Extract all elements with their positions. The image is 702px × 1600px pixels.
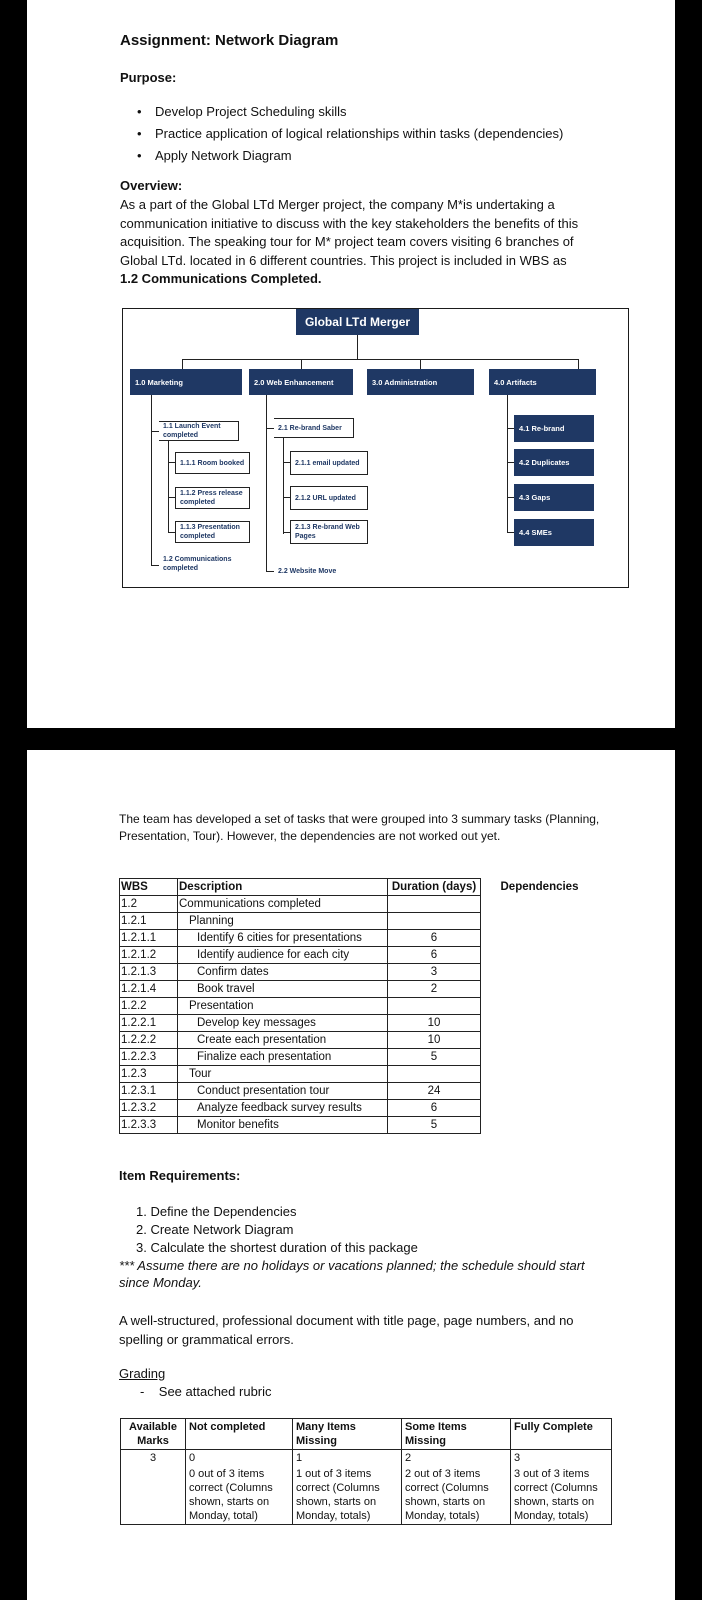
cell-wbs: 1.2.3.3 (120, 1117, 178, 1134)
cell-wbs: 1.2.1.1 (120, 930, 178, 947)
cell-duration: 6 (388, 930, 481, 947)
cell-duration (388, 913, 481, 930)
list-item: 1. Define the Dependencies (136, 1204, 297, 1219)
table-row (120, 930, 599, 947)
chart-root: Global LTd Merger (296, 309, 419, 335)
rubric-cell: 2 (402, 1450, 511, 1467)
wbs-org-chart (122, 308, 629, 588)
cell-wbs: 1.2.3.2 (120, 1100, 178, 1117)
table-row (120, 981, 599, 998)
chart-web-2-1-2: 2.1.2 URL updated (290, 486, 368, 510)
overview-paragraph: As a part of the Global LTd Merger project, the company M*is undertaking a communication initiative to discuss with the key stakeholders the benefits of this acquisition. The speaking tour for M* project team covers visiting 6 branches of Global LTd. located in 6 different countries. This project is included in WBS as 1.2 Communications Completed. (120, 196, 630, 289)
cell-dependencies (481, 896, 599, 913)
cell-wbs: 1.2.3 (120, 1066, 178, 1083)
requirements-list (136, 1203, 418, 1257)
cell-dependencies (481, 947, 599, 964)
cell-duration: 6 (388, 947, 481, 964)
intro-paragraph: The team has developed a set of tasks that were grouped into 3 summary tasks (Planning, Presentation, Tour). However, the dependencies are not worked out yet. (119, 812, 600, 843)
table-header-row (120, 879, 599, 896)
chart-web: 2.0 Web Enhancement (249, 369, 353, 395)
rubric-desc-row (121, 1466, 612, 1525)
rubric-cell: 3 (121, 1450, 186, 1525)
chart-web-2-1: 2.1 Re-brand Saber (274, 418, 354, 438)
table-row (120, 913, 599, 930)
cell-dependencies (481, 1117, 599, 1134)
bullet-icon: • (137, 126, 142, 141)
rubric-cell: 3 out of 3 items correct (Columns shown, starts on Monday, totals) (511, 1466, 612, 1525)
assumption-note: *** Assume there are no holidays or vacations planned; the schedule should start since Monday. (119, 1258, 585, 1290)
rubric-header-row (121, 1419, 612, 1450)
cell-description: Finalize each presentation (178, 1049, 388, 1066)
cell-dependencies (481, 1066, 599, 1083)
cell-wbs: 1.2 (120, 896, 178, 913)
cell-dependencies (481, 913, 599, 930)
cell-description: Confirm dates (178, 964, 388, 981)
requirements-label: Item Requirements: (119, 1168, 241, 1183)
chart-artifacts-4-2: 4.2 Duplicates (514, 449, 594, 476)
grading-item: - See attached rubric (140, 1384, 272, 1399)
purpose-label: Purpose: (120, 70, 177, 85)
rubric-header: Many Items Missing (293, 1419, 402, 1450)
rubric-header: Some Items Missing (402, 1419, 511, 1450)
cell-dependencies (481, 1083, 599, 1100)
rubric-marks-row (121, 1450, 612, 1467)
bullet-icon: • (137, 148, 142, 163)
cell-wbs: 1.2.1.3 (120, 964, 178, 981)
table-row (120, 1015, 599, 1032)
header-description: Description (178, 879, 388, 896)
cell-duration: 3 (388, 964, 481, 981)
cell-description: Develop key messages (178, 1015, 388, 1032)
cell-duration: 10 (388, 1032, 481, 1049)
rubric-table (120, 1418, 612, 1525)
chart-artifacts-4-1: 4.1 Re-brand (514, 415, 594, 442)
header-dependencies: Dependencies (500, 881, 579, 893)
cell-duration: 24 (388, 1083, 481, 1100)
header-wbs: WBS (120, 879, 178, 896)
chart-web-2-2: 2.2 Website Move (278, 567, 337, 575)
table-row (120, 1032, 599, 1049)
rubric-cell: 0 (186, 1450, 293, 1467)
table-row (120, 1066, 599, 1083)
cell-dependencies (481, 930, 599, 947)
rubric-cell: 1 out of 3 items correct (Columns shown, starts on Monday, totals) (293, 1466, 402, 1525)
cell-dependencies (481, 981, 599, 998)
cell-description: Communications completed (178, 896, 388, 913)
chart-marketing: 1.0 Marketing (130, 369, 242, 395)
cell-description: Planning (178, 913, 388, 930)
rubric-cell: 0 out of 3 items correct (Columns shown, starts on Monday, total) (186, 1466, 293, 1525)
cell-duration (388, 896, 481, 913)
cell-duration: 2 (388, 981, 481, 998)
rubric-header: Not completed (186, 1419, 293, 1450)
rubric-header: Fully Complete (511, 1419, 612, 1450)
chart-artifacts-4-3: 4.3 Gaps (514, 484, 594, 511)
cell-duration: 10 (388, 1015, 481, 1032)
chart-web-2-1-1: 2.1.1 email updated (290, 451, 368, 475)
rubric-cell: 2 out of 3 items correct (Columns shown, starts on Monday, totals) (402, 1466, 511, 1525)
cell-description: Identify 6 cities for presentations (178, 930, 388, 947)
cell-description: Presentation (178, 998, 388, 1015)
cell-duration (388, 998, 481, 1015)
cell-wbs: 1.2.1.4 (120, 981, 178, 998)
cell-dependencies (481, 1015, 599, 1032)
chart-web-2-1-3: 2.1.3 Re-brand Web Pages (290, 520, 368, 544)
chart-marketing-1-2: 1.2 Communications completed (163, 556, 232, 572)
cell-wbs: 1.2.2.3 (120, 1049, 178, 1066)
cell-description: Monitor benefits (178, 1117, 388, 1134)
purpose-item: • Develop Project Scheduling skills (137, 104, 347, 119)
cell-duration: 5 (388, 1117, 481, 1134)
cell-dependencies (481, 964, 599, 981)
bullet-icon: • (137, 104, 142, 119)
table-row (120, 1117, 599, 1134)
cell-duration (388, 1066, 481, 1083)
cell-wbs: 1.2.1.2 (120, 947, 178, 964)
cell-description: Book travel (178, 981, 388, 998)
cell-description: Conduct presentation tour (178, 1083, 388, 1100)
table-row (120, 1049, 599, 1066)
table-row (120, 1100, 599, 1117)
header-duration: Duration (days) (388, 879, 481, 896)
chart-marketing-1-1-3: 1.1.3 Presentation completed (175, 521, 250, 543)
cell-description: Analyze feedback survey results (178, 1100, 388, 1117)
cell-description: Tour (178, 1066, 388, 1083)
doc-title: Assignment: Network Diagram (120, 32, 339, 49)
table-row (120, 947, 599, 964)
cell-dependencies (481, 1049, 599, 1066)
wbs-task-table (119, 878, 599, 1134)
cell-description: Create each presentation (178, 1032, 388, 1049)
page-1 (27, 0, 675, 728)
cell-wbs: 1.2.3.1 (120, 1083, 178, 1100)
page-2 (27, 750, 675, 1600)
cell-wbs: 1.2.1 (120, 913, 178, 930)
rubric-cell: 1 (293, 1450, 402, 1467)
cell-description: Identify audience for each city (178, 947, 388, 964)
cell-dependencies (481, 1100, 599, 1117)
chart-marketing-1-1-2: 1.1.2 Press release completed (175, 487, 250, 509)
table-row (120, 998, 599, 1015)
table-row (120, 964, 599, 981)
cell-duration: 6 (388, 1100, 481, 1117)
chart-marketing-1-1: 1.1 Launch Event completed (159, 421, 239, 441)
chart-marketing-1-1-1: 1.1.1 Room booked (175, 452, 250, 474)
purpose-item: • Practice application of logical relationships within tasks (dependencies) (137, 126, 564, 141)
cell-dependencies (481, 998, 599, 1015)
table-row (120, 1083, 599, 1100)
grading-label: Grading (119, 1366, 166, 1381)
chart-artifacts-4-4: 4.4 SMEs (514, 519, 594, 546)
cell-wbs: 1.2.2.1 (120, 1015, 178, 1032)
rubric-cell: 3 (511, 1450, 612, 1467)
cell-dependencies (481, 1032, 599, 1049)
cell-wbs: 1.2.2 (120, 998, 178, 1015)
cell-wbs: 1.2.2.2 (120, 1032, 178, 1049)
overview-label: Overview: (120, 178, 183, 193)
cell-duration: 5 (388, 1049, 481, 1066)
purpose-item: • Apply Network Diagram (137, 148, 292, 163)
list-item: 2. Create Network Diagram (136, 1222, 294, 1237)
table-row (120, 896, 599, 913)
overview-bold: 1.2 Communications Completed. (120, 271, 322, 287)
document-note: A well-structured, professional document with title page, page numbers, and no spelling or grammatical errors. (119, 1313, 574, 1347)
chart-artifacts: 4.0 Artifacts (489, 369, 596, 395)
rubric-header: Available Marks (121, 1419, 186, 1450)
list-item: 3. Calculate the shortest duration of this package (136, 1240, 418, 1255)
chart-administration: 3.0 Administration (367, 369, 474, 395)
